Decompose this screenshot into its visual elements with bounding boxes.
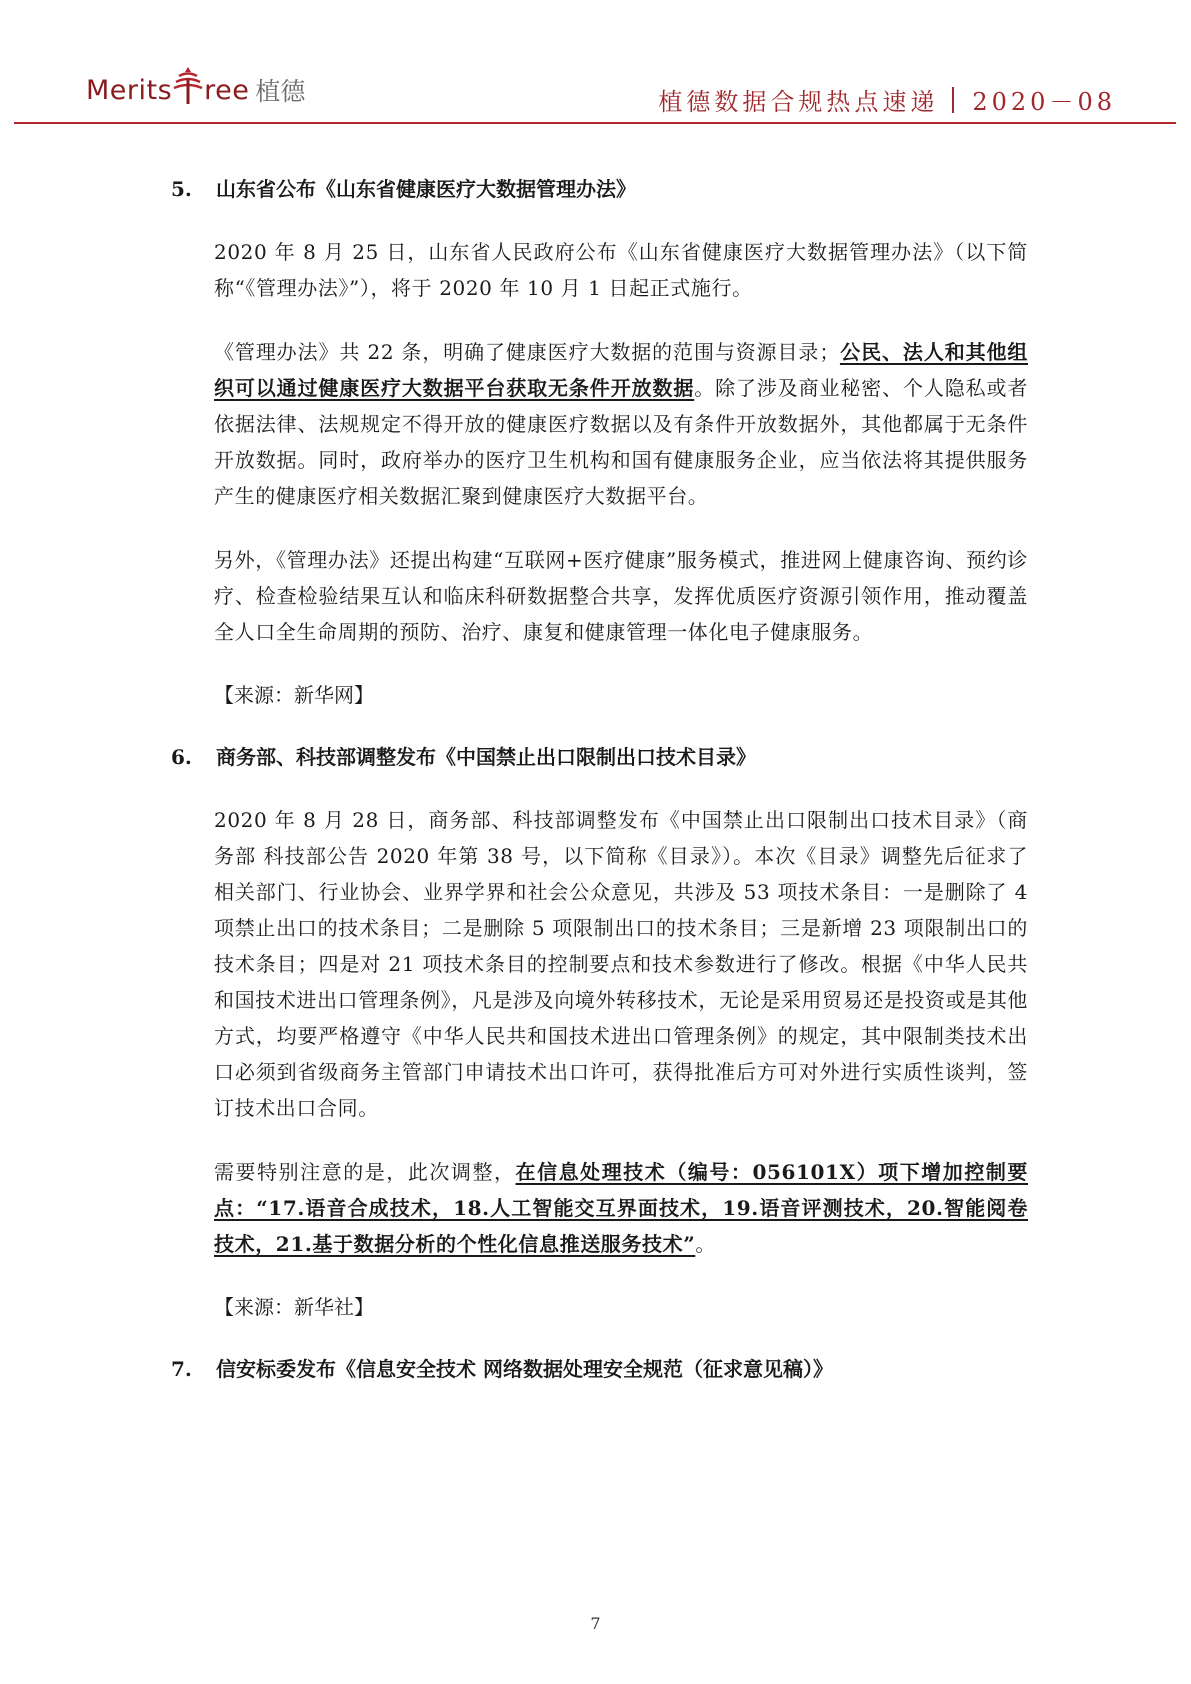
paragraph xyxy=(214,1154,1028,1262)
paragraph-text: 。 xyxy=(695,1232,716,1256)
highlighted-text: 在信息处理技术（编号：056101X）项下增加控制要点：“17.语音合成技术，18.人工智能交互界面技术，19.语音评测技术，20.智能阅卷技术，21.基于数据分析的个性化信息推送服务技术” xyxy=(214,1160,1028,1256)
page-number: 7 xyxy=(590,1614,601,1633)
paragraph-text: 需要特别注意的是，此次调整， xyxy=(214,1160,516,1184)
section-number: 6. xyxy=(171,745,192,769)
logo-text-merits: Merits xyxy=(86,75,173,106)
source-note: 【来源：新华社】 xyxy=(214,1295,374,1319)
section-heading-7 xyxy=(171,1354,1029,1384)
merits-tree-logo xyxy=(86,66,305,104)
paragraph: 另外，《管理办法》还提出构建“互联网+医疗健康”服务模式，推进网上健康咨询、预约诊疗、检查检验结果互认和临床科研数据整合共享，发挥优质医疗资源引领作用，推动覆盖全人口全生命周期的预防、治疗、康复和健康管理一体化电子健康服务。 xyxy=(214,548,1028,644)
section-title: 信安标委发布《信息安全技术 网络数据处理安全规范（征求意见稿）》 xyxy=(216,1357,833,1381)
page-header xyxy=(0,0,1191,130)
section-title: 商务部、科技部调整发布《中国禁止出口限制出口技术目录》 xyxy=(216,745,756,769)
logo-text-ree: ree xyxy=(204,75,250,106)
section-number: 7. xyxy=(171,1357,192,1381)
header-rule xyxy=(14,122,1176,124)
tree-icon xyxy=(173,66,203,104)
section-heading-5 xyxy=(171,174,1029,204)
section-heading-6 xyxy=(171,742,1029,772)
source-note: 【来源：新华网】 xyxy=(214,683,374,707)
highlighted-text: 公民、法人和其他组织可以通过健康医疗大数据平台获取无条件开放数据 xyxy=(214,340,1028,400)
paragraph-text: 。除了涉及商业秘密、个人隐私或者依据法律、法规规定不得开放的健康医疗数据以及有条件开放数据外，其他都属于无条件开放数据。同时，政府举办的医疗卫生机构和国有健康服务企业，应当依法将其提供服务产生的健康医疗相关数据汇聚到健康医疗大数据平台。 xyxy=(214,376,1028,508)
paragraph: 2020 年 8 月 28 日，商务部、科技部调整发布《中国禁止出口限制出口技术目录》（商务部 科技部公告 2020 年第 38 号，以下简称《目录》）。本次《目录》调整先后征求了相关部门、行业协会、业界学界和社会公众意见，共涉及 53 项技术条目：一是删除了 4 项禁止出口的技术条目；二是删除 5 项限制出口的技术条目；三是新增 23 项限制出口的技术条目；四是对 21 项技术条目的控制要点和技术参数进行了修改。根据《中华人民共和国技术进出口管理条例》，凡是涉及向境外转移技术，无论是采用贸易还是投资或是其他方式，均要严格遵守《中华人民共和国技术进出口管理条例》的规定，其中限制类技术出口必须到省级商务主管部门申请技术出口许可，获得批准后方可对外进行实质性谈判，签订技术出口合同。 xyxy=(214,808,1028,1120)
section-number: 5. xyxy=(171,177,192,201)
section-title: 山东省公布《山东省健康医疗大数据管理办法》 xyxy=(216,177,636,201)
paragraph xyxy=(214,334,1028,514)
document-body xyxy=(171,160,1029,1414)
header-title-block xyxy=(658,82,1116,117)
header-divider xyxy=(952,87,954,113)
newsletter-title: 植德数据合规热点速递 xyxy=(658,88,939,116)
paragraph-text: 《管理办法》共 22 条，明确了健康医疗大数据的范围与资源目录； xyxy=(214,340,840,364)
paragraph: 2020 年 8 月 25 日，山东省人民政府公布《山东省健康医疗大数据管理办法》（以下简称“《管理办法》”），将于 2020 年 10 月 1 日起正式施行。 xyxy=(214,240,1028,300)
newsletter-issue: 2020－08 xyxy=(972,88,1116,116)
logo-text-chinese: 植德 xyxy=(255,77,306,106)
